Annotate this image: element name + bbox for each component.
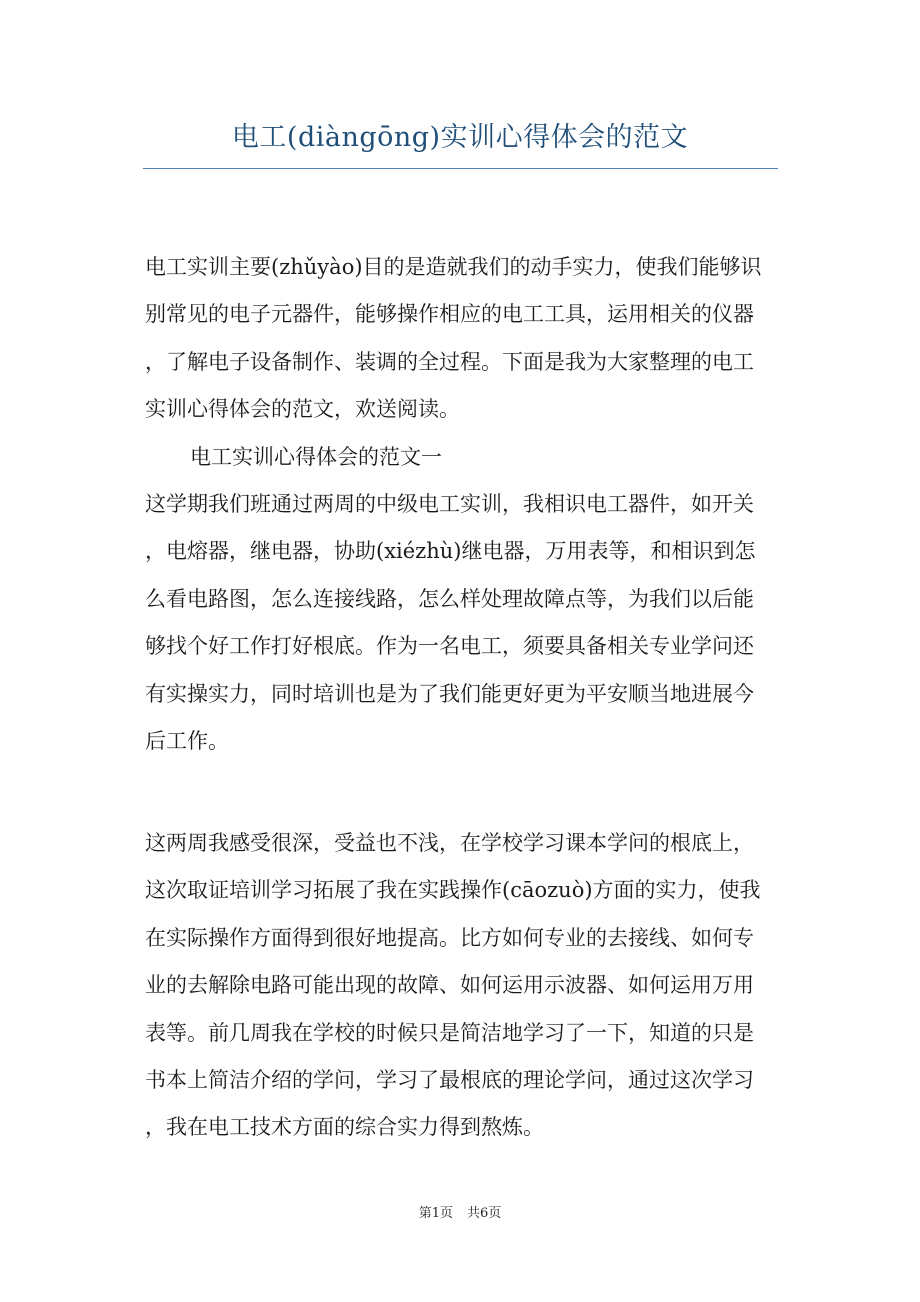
page-number: 第1页 [418, 1206, 453, 1221]
paragraph-line: 电工实训主要(zhǔyào)目的是造就我们的动手实力，使我们能够识 [145, 255, 762, 279]
paragraph-line: 实训心得体会的范文，欢送阅读。 [145, 397, 460, 422]
paragraph-line: 这两周我感受很深，受益也不浅，在学校学习课本学问的根底上， [145, 831, 754, 855]
paragraph-line: 业的去解除电路可能出现的故障、如何运用示波器、如何运用万用 [145, 973, 754, 998]
document-title: 电工(diàngōng)实训心得体会的范文 [231, 122, 689, 153]
body-paragraph-1 [145, 481, 785, 765]
body-paragraph-2 [145, 820, 785, 1152]
paragraph-line: ，电熔器，继电器，协助(xiézhù)继电器，万用表等，和相识到怎 [145, 539, 756, 564]
paragraph-line: ，了解电子设备制作、装调的全过程。下面是我为大家整理的电工 [145, 349, 754, 374]
paragraph-line: 够找个好工作打好根底。作为一名电工，须要具备相关专业学问还 [145, 634, 754, 659]
paragraph-line: 后工作。 [145, 729, 229, 754]
section-heading: 电工实训心得体会的范文一 [190, 445, 442, 469]
page-footer [0, 1204, 920, 1224]
paragraph-line: 表等。前几周我在学校的时候只是简洁地学习了一下，知道的只是 [145, 1020, 754, 1045]
page-total: 共6页 [467, 1206, 502, 1221]
paragraph-line: 书本上简洁介绍的学问，学习了最根底的理论学问，通过这次学习 [145, 1068, 754, 1093]
paragraph-line: 这次取证培训学习拓展了我在实践操作(cāozuò)方面的实力，使我 [145, 878, 761, 903]
paragraph-line: 别常见的电子元器件，能够操作相应的电工工具，运用相关的仪器 [145, 302, 754, 327]
paragraph-line: 在实际操作方面得到很好地提高。比方如何专业的去接线、如何专 [145, 925, 754, 950]
paragraph-line: 这学期我们班通过两周的中级电工实训，我相识电工器件，如开关 [145, 492, 754, 516]
title-underline [143, 168, 778, 169]
intro-paragraph [145, 244, 785, 434]
paragraph-line: 有实操实力，同时培训也是为了我们能更好更为平安顺当地进展今 [145, 681, 754, 706]
paragraph-line: 么看电路图，怎么连接线路，怎么样处理故障点等，为我们以后能 [145, 586, 754, 611]
paragraph-line: ，我在电工技术方面的综合实力得到熬炼。 [145, 1115, 544, 1140]
